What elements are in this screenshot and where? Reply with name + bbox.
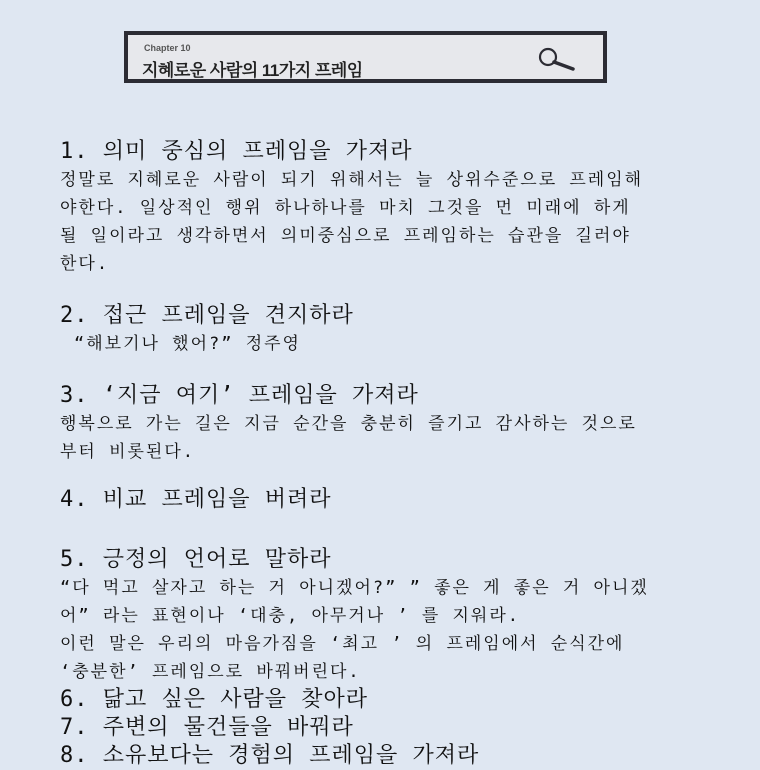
body-line: 야한다. 일상적인 행위 하나하나를 마치 그것을 먼 미래에 하게 xyxy=(60,198,631,218)
section-2 xyxy=(60,302,728,358)
magnifier-icon xyxy=(533,45,583,75)
section-heading: 8. 소유보다는 경험의 프레임을 가져라 xyxy=(60,743,480,768)
quote-line: “해보기나 했어?” 정주영 xyxy=(74,334,301,354)
section-7 xyxy=(60,714,728,742)
body-line: 이런 말은 우리의 마음가짐을 ‘최고 ’ 의 프레임에서 순식간에 xyxy=(60,634,625,654)
section-1 xyxy=(60,138,728,278)
section-heading: 5. 긍정의 언어로 말하라 xyxy=(60,547,332,572)
body-line: 될 일이라고 생각하면서 의미중심으로 프레임하는 습관을 길러야 xyxy=(60,226,631,246)
section-heading: 7. 주변의 물건들을 바꿔라 xyxy=(60,715,354,740)
document-body xyxy=(60,138,728,770)
chapter-label: Chapter 10 xyxy=(144,43,191,53)
section-heading: 6. 닮고 싶은 사람을 찾아라 xyxy=(60,687,368,712)
body-line: ‘충분한’ 프레임으로 바꿔버린다. xyxy=(60,662,361,682)
section-8 xyxy=(60,742,728,770)
section-3 xyxy=(60,382,728,466)
body-line: 부터 비롯된다. xyxy=(60,442,196,462)
body-line: 정말로 지혜로운 사람이 되기 위해서는 늘 상위수준으로 프레임해 xyxy=(60,170,644,190)
section-5 xyxy=(60,546,728,686)
section-heading: 3. ‘지금 여기’ 프레임을 가져라 xyxy=(60,383,419,408)
body-line: 어” 라는 표현이나 ‘대충, 아무거나 ’ 를 지워라. xyxy=(60,606,520,626)
section-heading: 4. 비교 프레임을 버려라 xyxy=(60,487,332,512)
section-heading: 2. 접근 프레임을 견지하라 xyxy=(60,303,354,328)
body-line: 행복으로 가는 길은 지금 순간을 충분히 즐기고 감사하는 것으로 xyxy=(60,414,637,434)
chapter-title: 지혜로운 사람의 11가지 프레임 xyxy=(142,61,363,80)
body-line: 한다. xyxy=(60,254,110,274)
section-heading: 1. 의미 중심의 프레임을 가져라 xyxy=(60,139,413,164)
chapter-banner xyxy=(124,31,607,83)
section-4 xyxy=(60,486,728,514)
body-line: “다 먹고 살자고 하는 거 아니겠어?” ” 좋은 게 좋은 거 아니겠 xyxy=(60,578,649,598)
section-6 xyxy=(60,686,728,714)
